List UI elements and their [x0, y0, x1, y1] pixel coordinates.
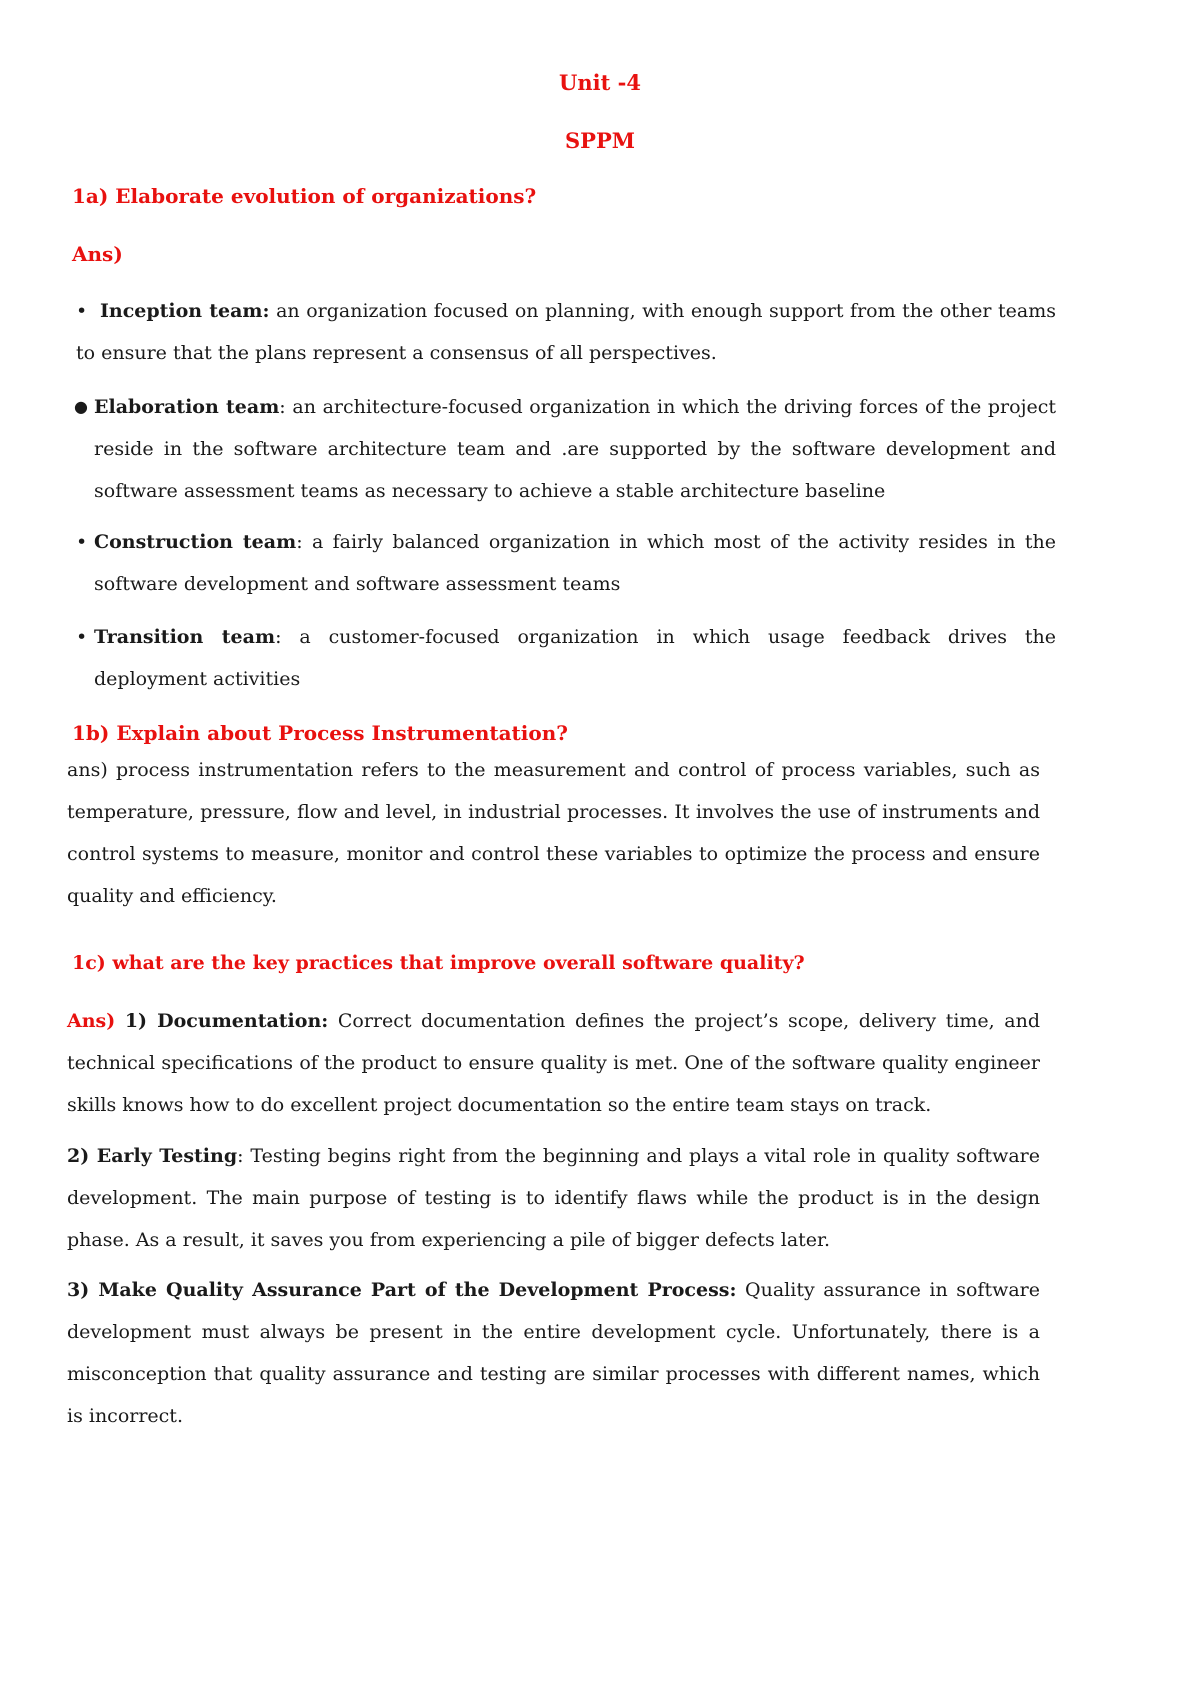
question-1c-heading: 1c) what are the key practices that improve overall software quality? — [72, 952, 805, 974]
bullet-elaboration-text — [94, 386, 1056, 512]
bullet-term: Transition team — [94, 626, 276, 648]
question-1a-ans-label: Ans) — [72, 242, 123, 266]
bullet-term: Elaboration team — [94, 396, 280, 418]
practice-documentation — [67, 1000, 1040, 1126]
bullet-marker: ● — [74, 397, 88, 416]
bullet-marker: • — [76, 300, 88, 322]
question-1a-heading: 1a) Elaborate evolution of organizations? — [72, 184, 537, 208]
practice-body: Correct documentation defines the project’s scope, delivery time, and technical specifications of the product to ensure quality is met. One of the software quality engineer skills knows how to do excellent project documentation so the entire team stays on track. — [67, 1010, 1040, 1116]
practice-term: 1) Documentation: — [124, 1010, 329, 1032]
bullet-body: : an architecture-focused organization in which the driving forces of the project reside in the software architecture team and .are supported by the software development and software assessment teams as necessary to achieve a stable architecture baseline — [94, 396, 1056, 502]
practice-body: : Testing begins right from the beginning and plays a vital role in quality software development. The main purpose of testing is to identify flaws while the product is in the design phase. As a result, it saves you from experiencing a pile of bigger defects later. — [67, 1145, 1040, 1251]
question-1b-answer: ans) process instrumentation refers to the measurement and control of process variables, such as temperature, pressure, flow and level, in industrial processes. It involves the use of instruments and control systems to measure, monitor and control these variables to optimize the process and ensure quality and efficiency. — [67, 759, 1040, 907]
bullet-inception-text — [76, 290, 1056, 374]
practice-term: 3) Make Quality Assurance Part of the Development Process: — [67, 1279, 737, 1301]
bullet-term: Construction team — [94, 531, 297, 553]
bullet-construction-text — [94, 521, 1056, 605]
bullet-body: an organization focused on planning, with enough support from the other teams to ensure that the plans represent a consensus of all perspectives. — [76, 300, 1056, 364]
practice-early-testing — [67, 1135, 1040, 1261]
subject-title: SPPM — [565, 128, 635, 153]
practice-body: Quality assurance in software development must always be present in the entire development cycle. Unfortunately, there is a misconception that quality assurance and testing are similar processes with different names, which is incorrect. — [67, 1279, 1040, 1427]
bullet-transition-text — [94, 616, 1056, 700]
bullet-body: : a customer-focused organization in which usage feedback drives the deployment activities — [94, 626, 1057, 690]
practice-quality-assurance — [67, 1269, 1040, 1437]
bullet-term: Inception team: — [100, 300, 270, 322]
question-1b-heading: 1b) Explain about Process Instrumentation? — [72, 721, 568, 745]
bullet-body: : a fairly balanced organization in which most of the activity resides in the software development and software assessment teams — [94, 531, 1056, 595]
bullet-marker: • — [76, 531, 88, 553]
question-1c-ans-label: Ans) — [67, 1010, 116, 1032]
practice-term: 2) Early Testing — [67, 1145, 238, 1167]
unit-title: Unit -4 — [559, 70, 641, 95]
bullet-marker: • — [76, 626, 88, 648]
